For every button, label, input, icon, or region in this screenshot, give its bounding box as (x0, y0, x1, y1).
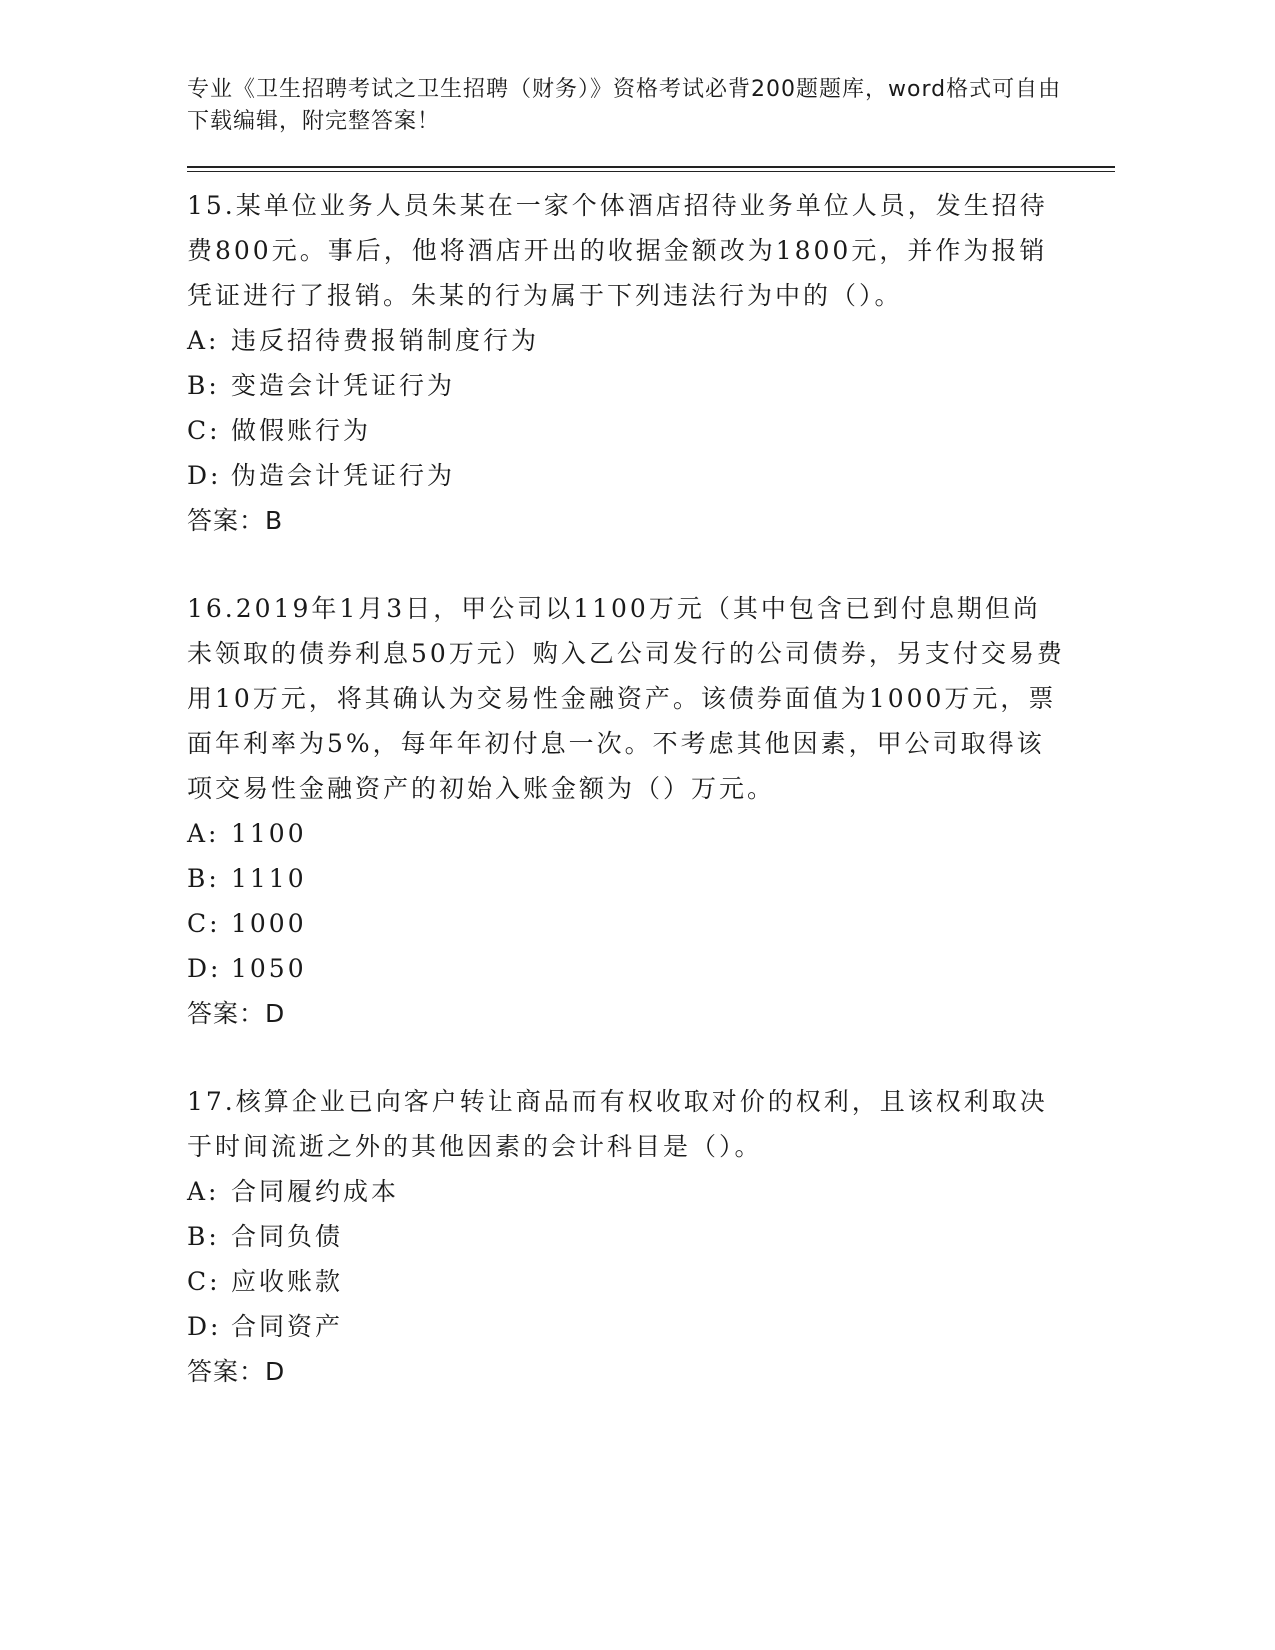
option-a (187, 1169, 1097, 1214)
option-b (187, 1214, 1097, 1259)
option-letter: A: (187, 1177, 220, 1206)
option-letter: C: (187, 416, 221, 445)
option-d (187, 453, 1097, 498)
option-c (187, 1259, 1097, 1304)
option-text: 应收账款 (231, 1267, 344, 1296)
question-17 (187, 1079, 1097, 1394)
option-text: 1110 (231, 864, 307, 893)
question-text: 16.2019年1月3日，甲公司以1100万元（其中包含已到付息期但尚未领取的债券利息50万元）购入乙公司发行的公司债券，另支付交易费用10万元，将其确认为交易性金融资产。该债券面值为1000万元，票面年利率为5%，每年年初付息一次。不考虑其他因素，甲公司取得该项交易性金融资产的初始入账金额为（）万元。 (187, 594, 1065, 803)
option-letter: D: (187, 1312, 222, 1341)
answer-text: 答案：D (187, 1357, 286, 1386)
option-c (187, 901, 1097, 946)
question-15 (187, 183, 1097, 543)
option-a (187, 811, 1097, 856)
option-b (187, 856, 1097, 901)
option-text: 1100 (231, 819, 307, 848)
option-text: 合同资产 (231, 1312, 344, 1341)
option-text: 变造会计凭证行为 (231, 371, 456, 400)
option-letter: C: (187, 909, 221, 938)
header-divider (187, 166, 1115, 172)
option-letter: C: (187, 1267, 221, 1296)
answer-text: 答案：B (187, 506, 284, 535)
option-b (187, 363, 1097, 408)
option-d (187, 946, 1097, 991)
option-text: 合同负债 (231, 1222, 344, 1251)
document-header: 专业《卫生招聘考试之卫生招聘（财务）》资格考试必背200题题库，word格式可自由下载编辑，附完整答案！ (187, 77, 1062, 134)
option-letter: B: (187, 864, 220, 893)
option-text: 合同履约成本 (231, 1177, 400, 1206)
option-text: 违反招待费报销制度行为 (231, 326, 540, 355)
option-letter: A: (187, 819, 220, 848)
option-text: 1050 (231, 954, 307, 983)
option-a (187, 318, 1097, 363)
document-page (187, 0, 1097, 1394)
question-text: 15.某单位业务人员朱某在一家个体酒店招待业务单位人员，发生招待费800元。事后，他将酒店开出的收据金额改为1800元，并作为报销凭证进行了报销。朱某的行为属于下列违法行为中的（）。 (187, 191, 1048, 310)
option-text: 1000 (231, 909, 307, 938)
answer-text: 答案：D (187, 999, 286, 1028)
question-text: 17.核算企业已向客户转让商品而有权收取对价的权利，且该权利取决于时间流逝之外的其他因素的会计科目是（）。 (187, 1087, 1048, 1161)
option-letter: A: (187, 326, 220, 355)
question-16 (187, 586, 1097, 1036)
option-c (187, 408, 1097, 453)
option-letter: B: (187, 1222, 220, 1251)
option-letter: B: (187, 371, 220, 400)
option-letter: D: (187, 461, 222, 490)
option-d (187, 1304, 1097, 1349)
option-letter: D: (187, 954, 222, 983)
option-text: 做假账行为 (231, 416, 372, 445)
option-text: 伪造会计凭证行为 (231, 461, 456, 490)
